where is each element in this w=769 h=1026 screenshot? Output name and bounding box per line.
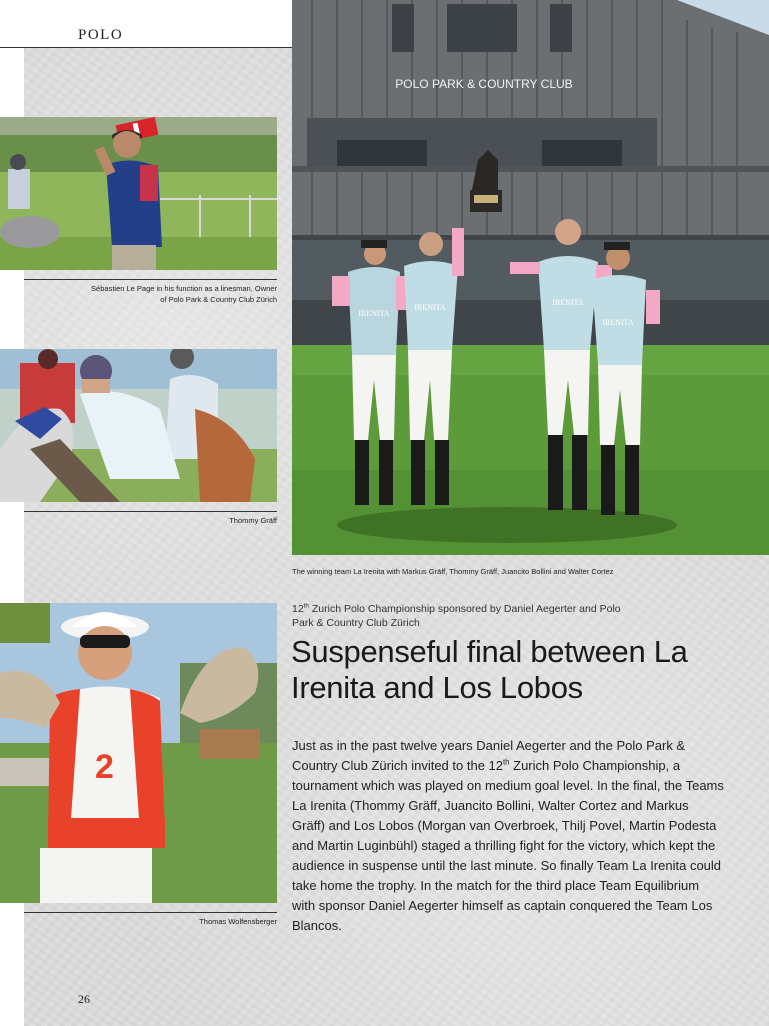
caption-umpire: Thomas Wolfensberger: [199, 917, 277, 926]
caption-rule: [24, 912, 277, 913]
photo-umpire: [0, 603, 277, 903]
shirt-text-4: IRENITA: [602, 318, 634, 327]
page-number: 26: [78, 992, 90, 1006]
article-body: Just as in the past twelve years Daniel Aegerter and the Polo Park & Country Club Zürich invited to the 12th Zurich Polo Championship, a tournament which was played on medium goal level. In the final, the Teams La Irenita (Thommy Gräff, Juancito Bollini, Walter Cortez and Markus Gräff) and Los Lobos (Morgan van Overbroek, Thilj Povel, Martin Podesta and Martin Luginbühl) staged a thrilling fight for the victory, which kept the audience in suspense until the last minute. So finally Team La Irenita could take home the trophy. In the match for the third place Team Equilibrium with sponsor Daniel Aegerter himself as captain conquered the Team Los Blancos.: [292, 738, 724, 933]
caption-winning-team: The winning team La Irenita with Markus Gräff, Thommy Gräff, Juancito Bollini and Walter Cortez: [292, 567, 614, 576]
photo-winning-team: [292, 0, 769, 555]
header-rule: [0, 47, 292, 48]
caption-rule: [24, 279, 277, 280]
article-kicker: 12th Zurich Polo Championship sponsored by Daniel Aegerter and Polo Park & Country Club Zürich: [292, 602, 621, 629]
shirt-text-2: IRENITA: [414, 303, 446, 312]
caption-rule: [24, 511, 277, 512]
article-headline: Suspenseful final between La Irenita and Los Lobos: [291, 634, 688, 705]
photo-player: [0, 349, 277, 502]
caption-player: Thommy Gräff: [229, 516, 277, 525]
photo-linesman: [0, 117, 277, 270]
svg-text:2: 2: [95, 748, 114, 786]
caption-linesman: Sébastien Le Page in his function as a linesman, Owner of Polo Park & Country Club Zürich: [91, 284, 277, 304]
club-sign: POLO PARK & COUNTRY CLUB: [395, 77, 573, 91]
shirt-text-1: IRENITA: [358, 309, 390, 318]
shirt-text-3: IRENITA: [552, 298, 584, 307]
section-label: POLO: [78, 27, 124, 43]
